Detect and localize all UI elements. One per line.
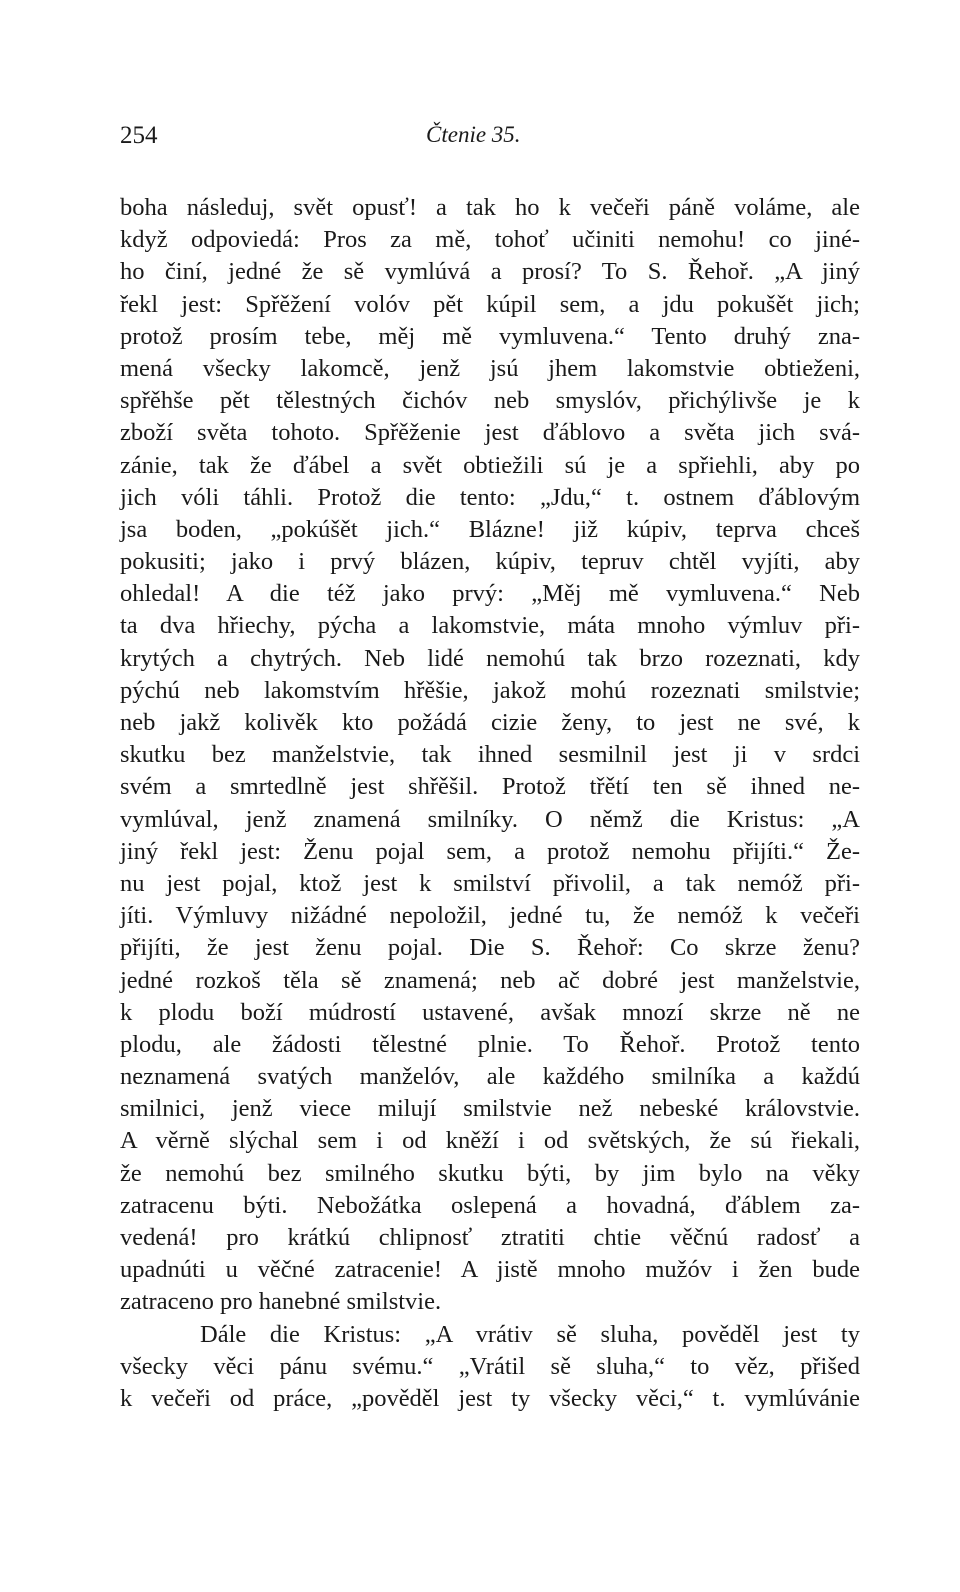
paragraph-start-line: Dále die Kristus: „A vrátiv sě sluha, pověděl jest ty <box>200 1320 860 1348</box>
text-line: boha následuj, svět opusť! a tak ho k večeři páně voláme, ale <box>120 194 860 221</box>
text-line: upadnúti u věčné zatracenie! A jistě mnoho mužóv i žen bude <box>120 1256 860 1284</box>
text-line: zboží světa tohoto. Spřěženie jest ďáblovo a světa jich svá- <box>120 419 860 447</box>
text-line: jiný řekl jest: Ženu pojal sem, a protož nemohu přijíti.“ Že- <box>120 837 860 865</box>
text-line: protož prosím tebe, měj mě vymluvena.“ Tento druhý zna- <box>120 322 860 350</box>
page-number: 254 <box>120 122 158 149</box>
text-line: ho činí, jedné že sě vymlúvá a prosí? To S. Řehoř. „A jiný <box>120 258 860 286</box>
text-line: když odpoviedá: Pros za mě, tohoť učiniti nemohu! co jiné- <box>120 226 860 254</box>
text-line: svém a smrtedlně jest shřěšil. Protož třětí ten sě ihned ne- <box>120 773 860 801</box>
paragraph-end-line: zatraceno pro hanebné smilstvie. <box>120 1288 442 1316</box>
text-line: jíti. Výmluvy nižádné nepoložil, jedné tu, že nemóž k večeři <box>120 902 860 930</box>
text-line: řekl jest: Spřěžení volóv pět kúpil sem, a jdu pokušět jich; <box>120 290 860 318</box>
text-line: A věrně slýchal sem i od kněží i od světských, že sú řiekali, <box>120 1127 860 1155</box>
text-line: že nemohú bez smilného skutku býti, by jim bylo na věky <box>120 1159 860 1187</box>
text-line: nu jest pojal, ktož jest k smilství přivolil, a tak nemóž při- <box>120 869 860 897</box>
text-line: skutku bez manželstvie, tak ihned sesmilnil jest ji v srdci <box>120 741 860 769</box>
text-line: všecky věci pánu svému.“ „Vrátil sě sluha,“ to věz, přišed <box>120 1352 860 1380</box>
text-line: k plodu boží múdrostí ustavené, avšak mnozí skrze ně ne <box>120 998 860 1026</box>
text-line: plodu, ale žádosti tělestné plnie. To Řehoř. Protož tento <box>120 1030 860 1058</box>
text-line: zánie, tak že ďábel a svět obtiežili sú je a spřiehli, aby po <box>120 451 860 479</box>
text-line: mená všecky lakomcě, jenž jsú jhem lakomstvie obtieženi, <box>120 354 860 382</box>
chapter-title: Čtenie 35. <box>426 122 521 147</box>
text-line: pýchú neb lakomstvím hřěšie, jakož mohú rozeznati smilstvie; <box>120 676 860 704</box>
text-line: smilnici, jenž viece milují smilstvie než nebeské královstvie. <box>120 1095 860 1123</box>
body-text <box>120 192 860 1415</box>
text-line: krytých a chytrých. Neb lidé nemohú tak brzo rozeznati, kdy <box>120 644 860 672</box>
text-line: jich vóli táhli. Protož die tento: „Jdu,“ t. ostnem ďáblovým <box>120 483 860 511</box>
running-head <box>120 122 860 162</box>
text-line: jedné rozkoš těla sě znamená; neb ač dobré jest manželstvie, <box>120 966 860 994</box>
text-line: přijíti, že jest ženu pojal. Die S. Řehoř: Co skrze ženu? <box>120 934 860 962</box>
text-line: zatracenu býti. Nebožátka oslepená a hovadná, ďáblem za- <box>120 1191 860 1219</box>
text-line: jsa boden, „pokúšět jich.“ Blázne! již kúpiv, teprva chceš <box>120 515 860 543</box>
text-line: spřěhše pět tělestných čichóv neb smyslóv, přichýlivše je k <box>120 387 860 415</box>
text-line: ohledal! A die též jako prvý: „Měj mě vymluvena.“ Neb <box>120 580 860 608</box>
text-line: ta dva hřiechy, pýcha a lakomstvie, máta mnoho výmluv při- <box>120 612 860 640</box>
text-line: neb jakž kolivěk kto požádá cizie ženy, to jest ne své, k <box>120 709 860 736</box>
text-line: vedená! pro krátkú chlipnosť ztratiti chtie věčnú radosť a <box>120 1224 860 1251</box>
text-line: neznamená svatých manželóv, ale každého smilníka a každú <box>120 1063 860 1091</box>
text-line: pokusiti; jako i prvý blázen, kúpiv, tepruv chtěl vyjíti, aby <box>120 548 860 576</box>
text-line: vymlúval, jenž znamená smilníky. O němž die Kristus: „A <box>120 805 860 833</box>
text-line: k večeři od práce, „pověděl jest ty všecky věci,“ t. vymlúvánie <box>120 1384 860 1412</box>
